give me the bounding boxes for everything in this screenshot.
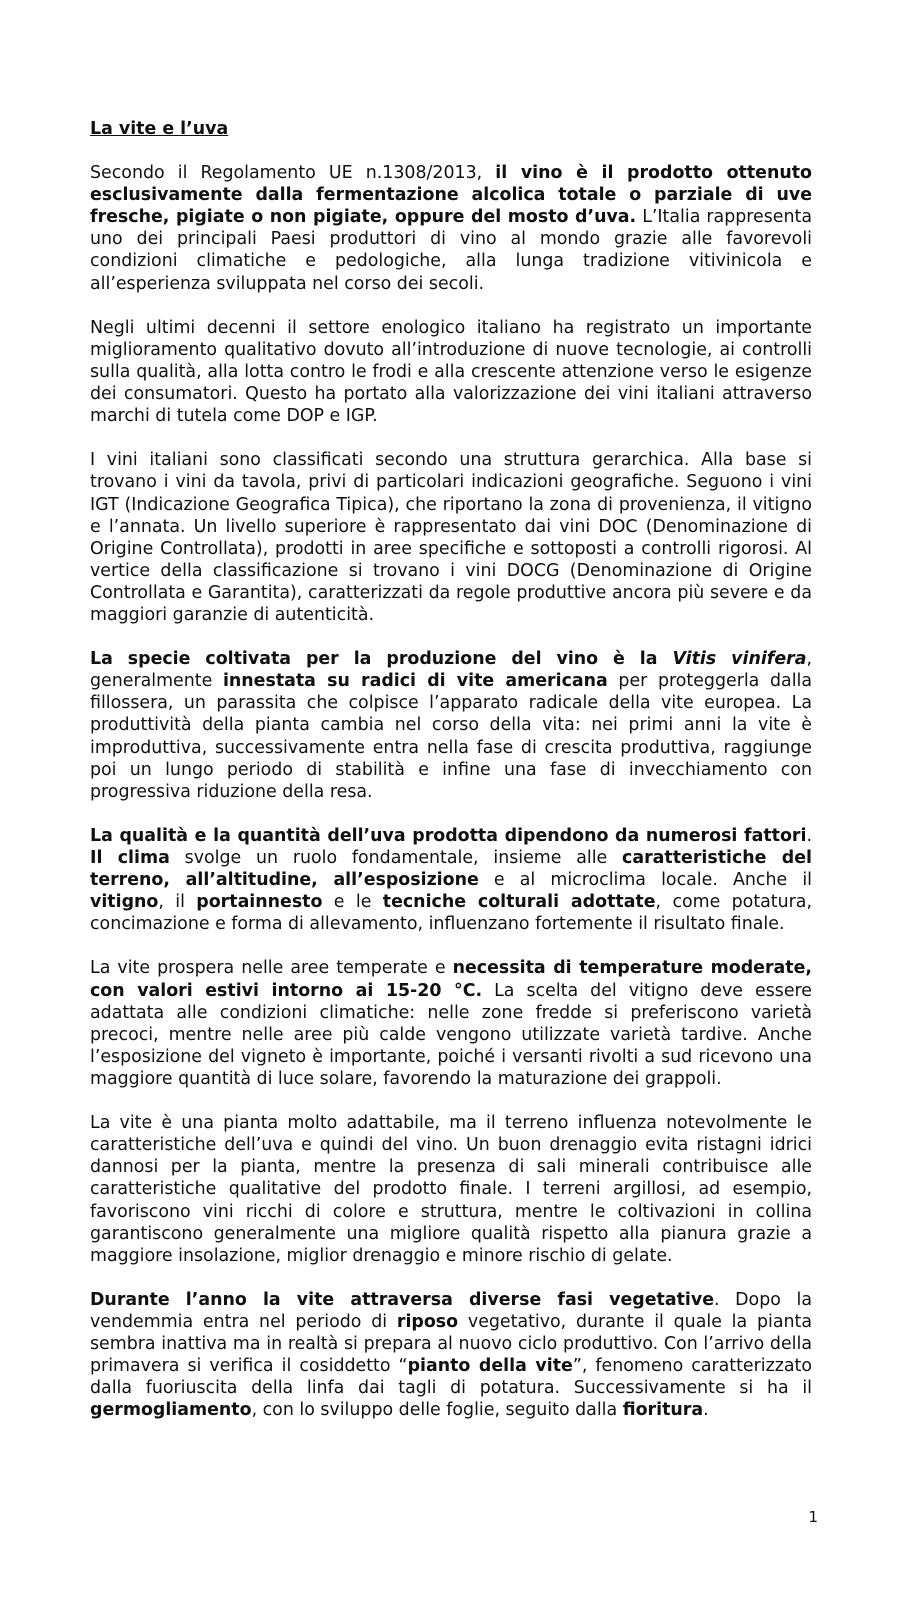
text-run: La vite prospera nelle aree temperate e: [90, 958, 453, 979]
text-run: La vite è una pianta molto adattabile, ma il terreno influenza notevolmente le caratteristiche dell’uva e quindi del vino. Un buon drenaggio evita ristagni idrici dannosi per la pianta, mentre la presenza di sali minerali contribuisce alle caratteristiche qualitative del prodotto finale. I terreni argillosi, ad esempio, favoriscono vini ricchi di colore e struttura, mentre le coltivazioni in collina garantiscono generalmente una migliore qualità rispetto alla pianura grazie a maggiore insolazione, miglior drenaggio e minore rischio di gelate.: [90, 1113, 812, 1266]
bold-text: caratteristiche del terreno, all’altitudine, all’esposizione: [90, 848, 812, 891]
paragraph: [90, 825, 812, 935]
text-run: .: [806, 825, 812, 846]
paragraph: [90, 1112, 812, 1267]
text-run: I vini italiani sono classificati secondo una struttura gerarchica. Alla base si trovano i vini da tavola, privi di particolari indicazioni geografiche. Seguono i vini IGT (Indicazione Geografica Tipica), che riportano la zona di provenienza, il vitigno e l’annata. Un livello superiore è rappresentato dai vini DOC (Denominazione di Origine Controllata), prodotti in aree specifiche e sottoposti a controlli rigorosi. Al vertice della classificazione si trovano i vini DOCG (Denominazione di Origine Controllata e Garantita), caratterizzati da regole produttive ancora più severe e da maggiori garanzie di autenticità.: [90, 450, 812, 625]
text-run: svolge un ruolo fondamentale, insieme alle: [169, 848, 623, 868]
text-run: La scelta del vitigno deve essere adattata alle condizioni climatiche: nelle zone fredde si preferiscono varietà precoci, mentre nelle aree più calde vengono utilizzate varietà tardive. Anche l’esposizione del vigneto è importante, poiché i versanti rivolti a sud ricevono una maggiore quantità di luce solare, favorendo la maturazione dei grappoli.: [90, 980, 812, 1089]
bold-text: fioritura: [622, 1400, 704, 1421]
bold-text: pianto della vite: [407, 1356, 573, 1377]
text-run: L’Italia rappresenta uno dei principali Paesi produttori di vino al mondo grazie alle favorevoli condizioni climatiche e pedologiche, alla lunga tradizione vitivinicola e all’esperienza sviluppata nel corso dei secoli.: [90, 207, 813, 294]
paragraph: [90, 957, 812, 1090]
text-run: e le: [322, 892, 383, 913]
bold-text: riposo: [396, 1311, 459, 1332]
bold-text: La specie coltivata per la produzione del vino è la: [90, 649, 673, 670]
text-run: , come potatura, concimazione e forma di allevamento, influenzano fortemente il risultato finale.: [90, 892, 812, 935]
document-body: [90, 118, 812, 1421]
bold-text: necessita di temperature moderate, con valori estivi intorno ai 15-20 °C.: [90, 958, 812, 1001]
paragraph-list: [90, 162, 812, 1421]
italic-text: Vitis vinifera: [672, 649, 807, 670]
paragraph: [90, 317, 812, 427]
paragraph: [90, 449, 812, 626]
text-run: .: [703, 1400, 709, 1421]
bold-text: germogliamento: [90, 1400, 252, 1421]
bold-text: il vino è il prodotto ottenuto esclusivamente dalla fermentazione alcolica totale o parziale di uve fresche, pigiate o non pigiate, oppure del mosto d’uva.: [90, 163, 812, 228]
bold-text: La qualità e la quantità dell’uva prodotta dipendono da numerosi fattori: [90, 825, 807, 846]
bold-text: Il clima: [90, 848, 170, 868]
document-title: La vite e l’uva: [90, 119, 229, 139]
paragraph: [90, 1289, 812, 1422]
bold-text: portainnesto: [196, 892, 323, 913]
text-run: , generalmente: [90, 649, 813, 692]
text-run: , con lo sviluppo delle foglie, seguito dalla: [251, 1400, 623, 1421]
text-run: Secondo il Regolamento UE n.1308/2013,: [90, 163, 496, 184]
text-run: . Dopo la vendemmia entra nel periodo di: [90, 1289, 812, 1332]
text-run: per proteggerla dalla fillossera, un parassita che colpisce l’apparato radicale della vite europea. La produttività della pianta cambia nel corso della vita: nei primi anni la vite è improduttiva, successivamente entra nella fase di crescita produttiva, raggiunge poi un lungo periodo di stabilità e infine una fase di invecchiamento con progressiva riduzione della resa.: [90, 671, 813, 802]
bold-text: [672, 649, 806, 669]
bold-text: Durante l’anno la vite attraversa diverse fasi vegetative: [90, 1289, 714, 1310]
text-run: vegetativo, durante il quale la pianta sembra inattiva ma in realtà si prepara al nuovo ciclo produttivo. Con l’arrivo della primavera si verifica il cosiddetto “: [90, 1311, 812, 1377]
text-run: ”, fenomeno caratterizzato dalla fuoriuscita della linfa dai tagli di potatura. Successivamente si ha il: [90, 1356, 812, 1399]
text-run: , il: [158, 892, 197, 913]
page-number: 1: [808, 1508, 818, 1526]
bold-text: tecniche colturali adottate: [382, 892, 656, 913]
paragraph: [90, 648, 812, 803]
paragraph: [90, 162, 812, 295]
bold-text: vitigno: [90, 892, 159, 913]
text-run: e al microclima locale. Anche il: [478, 870, 812, 891]
bold-text: innestata su radici di vite americana: [222, 671, 608, 692]
text-run: Negli ultimi decenni il settore enologico italiano ha registrato un importante miglioramento qualitativo dovuto all’introduzione di nuove tecnologie, ai controlli sulla qualità, alla lotta contro le frodi e alla crescente attenzione verso le esigenze dei consumatori. Questo ha portato alla valorizzazione dei vini italiani attraverso marchi di tutela come DOP e IGP.: [90, 317, 812, 427]
